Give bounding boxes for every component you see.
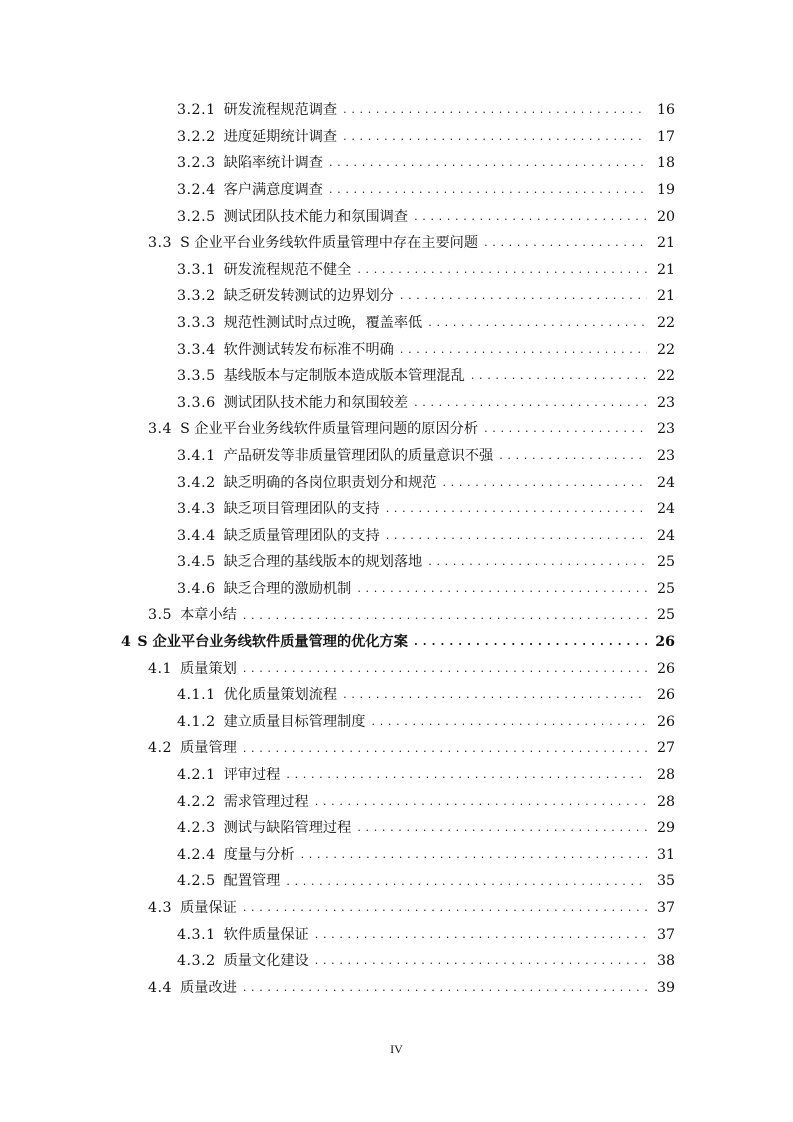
toc-entry[interactable]: [0, 868, 793, 895]
toc-entry-title: 测试与缺陷管理过程: [223, 820, 352, 837]
toc-dot-leader: [414, 635, 647, 649]
toc-entry-page: 21: [656, 288, 675, 305]
toc-entry-title: S 企业平台业务线软件质量管理问题的原因分析: [180, 421, 479, 438]
toc-dot-leader: [357, 821, 647, 835]
toc-entry[interactable]: [0, 682, 793, 709]
toc-entry[interactable]: [0, 709, 793, 736]
toc-entry-title: 质量管理: [180, 740, 237, 757]
toc-entry-number: 3.5: [148, 607, 173, 624]
toc-entry-page: 28: [656, 793, 675, 810]
toc-entry[interactable]: [0, 469, 793, 496]
toc-entry-title: 配置管理: [223, 873, 281, 890]
toc-dot-leader: [414, 396, 647, 410]
toc-entry-number: 3.3.1: [177, 261, 216, 278]
toc-entry-number: 4: [121, 634, 132, 651]
toc-entry-title: 软件测试转发布标准不明确: [223, 341, 394, 358]
toc-entry-page: 25: [656, 580, 675, 597]
toc-dot-leader: [499, 449, 647, 463]
toc-entry-number: 3.2.4: [177, 181, 216, 198]
toc-entry-number: 4.2: [148, 740, 173, 757]
toc-dot-leader: [400, 343, 647, 357]
toc-entry-page: 22: [656, 341, 675, 358]
toc-entry[interactable]: [0, 523, 793, 550]
toc-dot-leader: [357, 263, 647, 277]
toc-entry-title: 优化质量策划流程: [223, 687, 338, 704]
toc-entry-number: 4.2.1: [177, 767, 216, 784]
toc-entry[interactable]: [0, 443, 793, 470]
toc-entry-number: 3.3.2: [177, 288, 216, 305]
toc-entry[interactable]: [0, 788, 793, 815]
toc-entry-page: 24: [656, 501, 675, 518]
toc-entry-title: 缺乏项目管理团队的支持: [223, 501, 380, 518]
toc-entry[interactable]: [0, 283, 793, 310]
toc-entry[interactable]: [0, 124, 793, 151]
table-of-contents: [0, 97, 793, 1001]
toc-entry-title: 质量保证: [180, 900, 237, 916]
toc-entry-page: 37: [656, 900, 675, 916]
toc-dot-leader: [343, 103, 647, 117]
toc-entry[interactable]: [0, 97, 793, 124]
toc-entry-number: 4.2.5: [177, 873, 216, 890]
toc-entry-page: 20: [656, 208, 675, 225]
toc-entry[interactable]: [0, 655, 793, 682]
toc-entry-title: 客户满意度调查: [223, 181, 323, 198]
toc-entry-page: 23: [656, 394, 675, 411]
toc-entry-title: S 企业平台业务线软件质量管理中存在主要问题: [180, 235, 479, 252]
toc-entry[interactable]: [0, 230, 793, 257]
toc-entry-page: 37: [656, 926, 675, 943]
toc-entry-number: 3.2.2: [177, 128, 216, 145]
toc-entry-number: 4.2.2: [177, 793, 216, 810]
toc-entry-page: 26: [656, 660, 675, 677]
toc-dot-leader: [329, 183, 647, 197]
toc-entry-number: 3.4.2: [177, 474, 216, 491]
toc-entry-page: 22: [656, 368, 675, 385]
toc-entry-title: 进度延期统计调查: [223, 128, 338, 145]
toc-dot-leader: [372, 715, 648, 729]
toc-entry-title: 研发流程规范调查: [223, 102, 338, 119]
toc-entry[interactable]: [0, 576, 793, 603]
toc-entry-page: 35: [656, 873, 675, 890]
toc-entry-number: 3.3.4: [177, 341, 216, 358]
toc-entry-page: 16: [656, 102, 675, 119]
toc-entry-title: 基线版本与定制版本造成版本管理混乱: [223, 368, 465, 385]
toc-entry-title: 缺陷率统计调查: [223, 155, 323, 172]
toc-dot-leader: [414, 210, 647, 224]
toc-entry[interactable]: [0, 815, 793, 842]
toc-entry-page: 29: [656, 820, 675, 837]
toc-dot-leader: [343, 130, 647, 144]
toc-dot-leader: [329, 156, 647, 170]
toc-dot-leader: [315, 795, 647, 809]
toc-dot-leader: [243, 742, 647, 756]
toc-entry[interactable]: [0, 177, 793, 204]
toc-entry[interactable]: [0, 363, 793, 390]
toc-dot-leader: [243, 981, 647, 995]
toc-entry[interactable]: [0, 921, 793, 948]
toc-entry-number: 3.4.3: [177, 501, 216, 518]
toc-entry-page: 23: [656, 421, 675, 438]
toc-entry-number: 4.2.3: [177, 820, 216, 837]
toc-dot-leader: [315, 954, 647, 968]
toc-entry[interactable]: [0, 549, 793, 576]
toc-entry-title: 需求管理过程: [223, 793, 309, 810]
toc-dot-leader: [243, 662, 647, 676]
toc-entry[interactable]: [0, 735, 793, 762]
toc-entry-page: 27: [656, 740, 675, 757]
toc-entry-title: 缺乏质量管理团队的支持: [223, 527, 380, 544]
toc-entry-page: 22: [656, 314, 675, 331]
toc-entry-page: 28: [656, 767, 675, 784]
toc-entry-title: 缺乏明确的各岗位职责划分和规范: [223, 474, 437, 491]
toc-dot-leader: [243, 901, 647, 915]
toc-entry-page: 39: [656, 979, 675, 996]
toc-entry[interactable]: [0, 257, 793, 284]
toc-entry-title: 研发流程规范不健全: [223, 261, 352, 278]
page-number: IV: [390, 1042, 403, 1056]
toc-entry-title: 质量策划: [180, 660, 237, 677]
toc-entry-number: 4.1.2: [177, 713, 216, 730]
toc-entry-page: 26: [656, 713, 675, 730]
toc-dot-leader: [301, 848, 647, 862]
toc-dot-leader: [471, 369, 647, 383]
toc-entry-page: 26: [656, 687, 675, 704]
toc-entry-page: 19: [656, 181, 675, 198]
toc-entry-number: 4.4: [148, 979, 173, 996]
toc-entry-page: 21: [656, 261, 675, 278]
toc-entry[interactable]: [0, 975, 793, 1002]
toc-entry-title: 质量文化建设: [223, 953, 309, 970]
toc-dot-leader: [484, 422, 647, 436]
toc-entry-page: 31: [656, 846, 675, 863]
toc-entry-number: 3.3.5: [177, 368, 216, 385]
toc-entry-title: 度量与分析: [223, 846, 295, 863]
toc-entry-number: 4.1.1: [177, 687, 216, 704]
toc-entry-title: 规范性测试时点过晚，覆盖率低: [223, 314, 423, 331]
toc-entry-number: 3.4.6: [177, 580, 216, 597]
toc-entry[interactable]: [0, 762, 793, 789]
toc-entry[interactable]: [0, 496, 793, 523]
toc-dot-leader: [286, 875, 647, 889]
toc-entry-number: 4.3.1: [177, 926, 216, 943]
toc-entry-page: 23: [656, 447, 675, 464]
toc-entry-title: 质量改进: [180, 979, 237, 996]
toc-dot-leader: [400, 289, 647, 303]
toc-dot-leader: [243, 609, 647, 623]
toc-entry[interactable]: [0, 390, 793, 417]
toc-dot-leader: [286, 768, 647, 782]
toc-entry-number: 3.2.3: [177, 155, 216, 172]
toc-dot-leader: [484, 236, 647, 250]
toc-entry[interactable]: [0, 203, 793, 230]
toc-entry-number: 3.3.6: [177, 394, 216, 411]
toc-dot-leader: [428, 555, 647, 569]
toc-entry-page: 21: [656, 235, 675, 252]
toc-entry-number: 4.3: [148, 900, 173, 916]
toc-entry-number: 3.4.1: [177, 447, 216, 464]
toc-entry-number: 3.2.5: [177, 208, 216, 225]
toc-entry-page: 18: [656, 155, 675, 172]
toc-entry[interactable]: [0, 336, 793, 363]
toc-dot-leader: [386, 502, 647, 516]
toc-entry-number: 4.2.4: [177, 846, 216, 863]
toc-entry-number: 3.3.3: [177, 314, 216, 331]
toc-entry[interactable]: [0, 150, 793, 177]
toc-entry[interactable]: [0, 842, 793, 869]
toc-dot-leader: [442, 476, 647, 490]
toc-entry-number: 3.4.5: [177, 554, 216, 571]
toc-entry[interactable]: [0, 310, 793, 337]
toc-entry-title: 测试团队技术能力和氛围调查: [223, 208, 409, 225]
toc-entry-number: 3.3: [148, 235, 173, 252]
toc-entry-page: 25: [656, 607, 675, 624]
toc-entry-number: 4.1: [148, 660, 173, 677]
toc-entry[interactable]: [0, 416, 793, 443]
toc-entry-page: 38: [656, 953, 675, 970]
toc-entry[interactable]: [0, 895, 793, 922]
toc-entry-title: 缺乏合理的激励机制: [223, 580, 352, 597]
toc-entry-title: 产品研发等非质量管理团队的质量意识不强: [223, 447, 494, 464]
toc-dot-leader: [386, 529, 647, 543]
toc-entry-page: 17: [656, 128, 675, 145]
toc-entry-page: 26: [655, 634, 675, 651]
toc-entry[interactable]: [0, 602, 793, 629]
toc-entry-number: 4.3.2: [177, 953, 216, 970]
toc-entry-title: 建立质量目标管理制度: [223, 713, 366, 730]
toc-entry-title: 评审过程: [223, 767, 281, 784]
toc-entry[interactable]: [0, 629, 793, 656]
toc-entry-page: 24: [656, 474, 675, 491]
toc-entry-number: 3.4: [148, 421, 173, 438]
toc-entry-title: 软件质量保证: [223, 926, 309, 943]
toc-entry-title: S 企业平台业务线软件质量管理的优化方案: [137, 634, 408, 651]
toc-entry-title: 测试团队技术能力和氛围较差: [223, 394, 409, 411]
toc-entry-page: 24: [656, 527, 675, 544]
toc-entry-number: 3.4.4: [177, 527, 216, 544]
toc-entry-number: 3.2.1: [177, 102, 216, 119]
toc-dot-leader: [428, 316, 647, 330]
toc-entry[interactable]: [0, 948, 793, 975]
toc-dot-leader: [357, 582, 647, 596]
toc-entry-title: 缺乏研发转测试的边界划分: [223, 288, 394, 305]
toc-entry-title: 缺乏合理的基线版本的规划落地: [223, 554, 423, 571]
toc-dot-leader: [343, 688, 647, 702]
toc-entry-title: 本章小结: [180, 607, 237, 624]
toc-dot-leader: [315, 928, 647, 942]
toc-entry-page: 25: [656, 554, 675, 571]
